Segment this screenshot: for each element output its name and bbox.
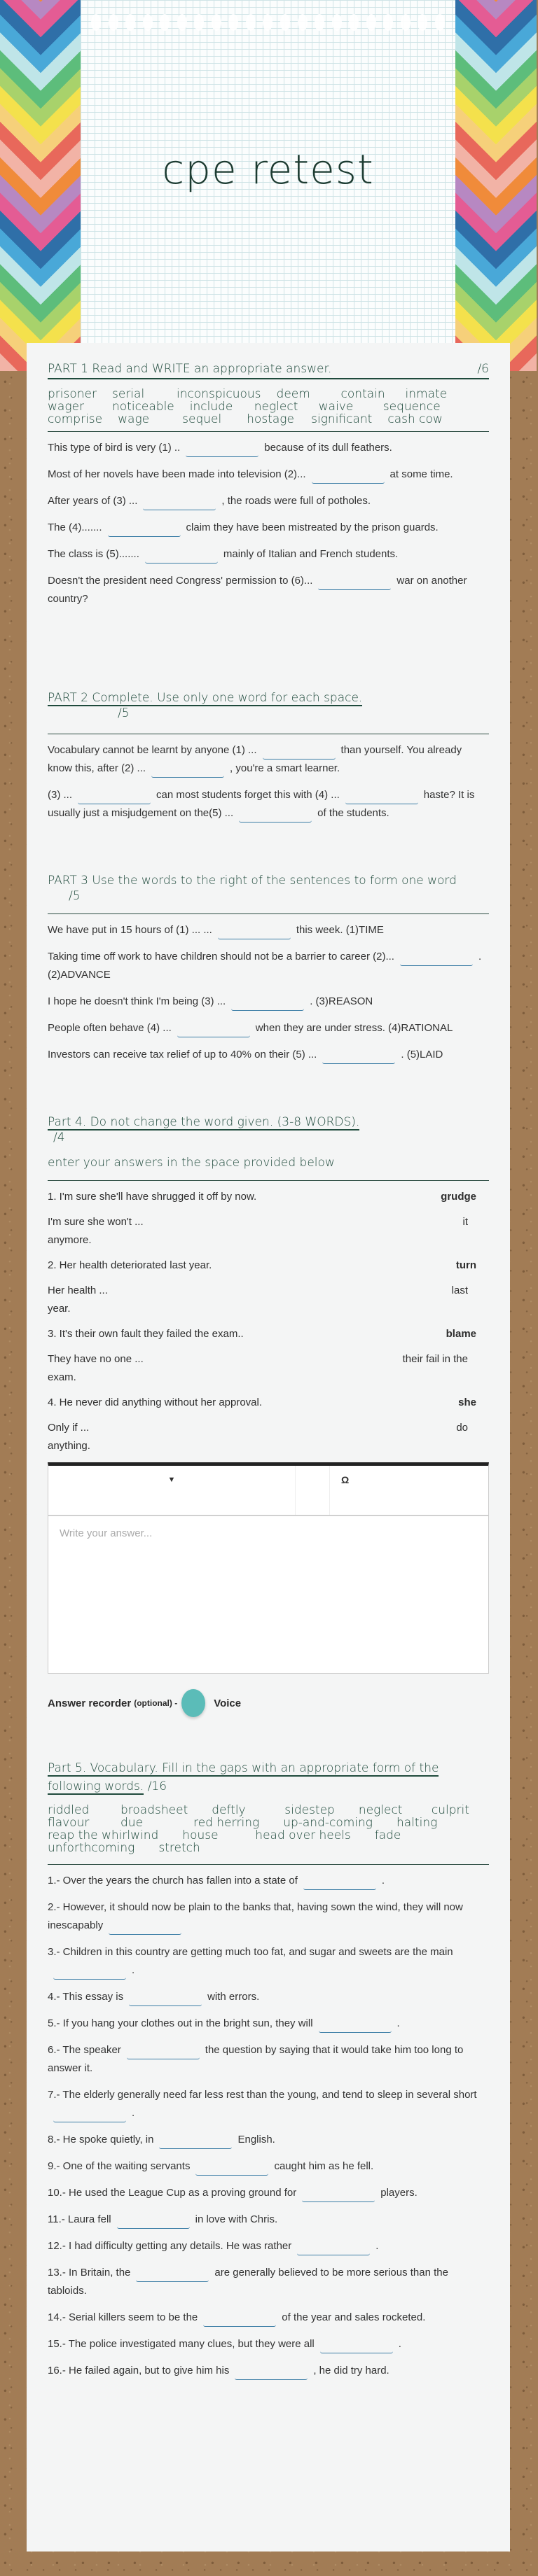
- rewrite-end: do: [456, 1422, 468, 1434]
- sentence-text: 14.- Serial killers seem to be the: [48, 2311, 198, 2323]
- notebook-holes: [91, 14, 445, 32]
- text: than yourself. You already know this, after (2) ...: [48, 744, 462, 774]
- sentence-text: After years of (3) ...: [48, 495, 138, 507]
- word-bank-item: cash cow: [387, 412, 443, 426]
- part1-word-bank: [48, 388, 489, 426]
- part4-score: /4: [53, 1130, 65, 1144]
- part3-heading-text: PART 3 Use the words to the right of the sentences to form one word: [48, 874, 457, 888]
- word-bank-item: unforthcoming: [48, 1841, 135, 1855]
- sentence-text: 2.- However, it should now be plain to the banks that, having sown the wind, they will now inescapably: [48, 1901, 463, 1931]
- divider: [48, 1180, 489, 1181]
- word-bank-item: neglect: [358, 1803, 403, 1817]
- header-banner: [0, 0, 538, 371]
- caret-down-icon: ▼: [167, 1476, 176, 1484]
- sentence-text: with errors.: [207, 1991, 260, 2003]
- word-bank-item: deftly: [212, 1803, 246, 1817]
- part4-instruction: enter your answers in the space provided below: [48, 1156, 335, 1170]
- sentence-text: 6.- The speaker: [48, 2044, 121, 2056]
- sentence-text: at some time.: [389, 468, 453, 480]
- sentence-text: .: [396, 2017, 400, 2029]
- transformation-item: [48, 1325, 489, 1343]
- sentence-text: .: [132, 1964, 135, 1976]
- sentence-text: claim they have been mistreated by the prison guards.: [186, 522, 439, 533]
- answer-recorder: [48, 1689, 489, 1717]
- part5-section: [48, 1759, 489, 2380]
- part5-heading-text: Part 5. Vocabulary. Fill in the gaps with an appropriate form of the following words.: [48, 1761, 439, 1793]
- transformation-item: [48, 1256, 489, 1275]
- part4-heading-text: Part 4. Do not change the word given. (3-8 WORDS).: [48, 1115, 360, 1129]
- text: (3) ...: [48, 789, 73, 801]
- gap-input[interactable]: [109, 1917, 181, 1935]
- sentence-text: 8.- He spoke quietly, in: [48, 2134, 154, 2146]
- sentence: [48, 1943, 489, 1980]
- sentence-text: Investors can receive tax relief of up to 40% on their (5) ...: [48, 1049, 317, 1060]
- gap-input[interactable]: [145, 546, 218, 564]
- sentence-text: 12.- I had difficulty getting any details. He was rather: [48, 2240, 292, 2252]
- sentence: [48, 492, 489, 510]
- sentence-text: .: [381, 1875, 385, 1886]
- part4-section: [48, 1114, 489, 1717]
- word-bank-item: house: [182, 1828, 219, 1842]
- part3-sentences: [48, 921, 489, 1064]
- word-bank-item: halting: [396, 1816, 438, 1830]
- word-bank-item: include: [189, 400, 233, 414]
- sentence-text: , he did try hard.: [313, 2365, 389, 2376]
- gap-input[interactable]: [136, 2264, 209, 2282]
- sentence-text: Taking time off work to have children should not be a barrier to career (2)...: [48, 951, 394, 962]
- sentence: [48, 2237, 489, 2255]
- sentence: [48, 2041, 489, 2078]
- rewrite-continuation: anymore.: [48, 1234, 92, 1246]
- sentence: [48, 2335, 489, 2353]
- sentence: [48, 1898, 489, 1935]
- word-bank-item: wager: [48, 400, 84, 414]
- sentence: [48, 921, 489, 939]
- rewrite-end: it: [462, 1216, 468, 1228]
- rewrite-sentence: [48, 1282, 489, 1318]
- sentence: [48, 519, 489, 537]
- word-bank-item: stretch: [158, 1841, 200, 1855]
- editor-toolbar: [48, 1466, 488, 1516]
- gap-input[interactable]: [302, 2185, 375, 2202]
- sentence-text: 4.- This essay is: [48, 1991, 124, 2003]
- part2-heading: [48, 690, 489, 721]
- gap-input[interactable]: [322, 1046, 395, 1064]
- sentence: [48, 2264, 489, 2300]
- sentence-text: the question by saying that it would take him too long to answer it.: [48, 2044, 464, 2074]
- sentence-text: 10.- He used the League Cup as a proving ground for: [48, 2187, 297, 2199]
- sentence-text: I hope he doesn't think I'm being (3) ...: [48, 995, 226, 1007]
- gap-input-1[interactable]: [263, 742, 336, 760]
- sentence: [48, 2157, 489, 2176]
- divider: [48, 1864, 489, 1865]
- sentence-text: The class is (5).......: [48, 548, 139, 560]
- transformation-item: [48, 1394, 489, 1412]
- part1-heading-text: PART 1 Read and WRITE an appropriate answer.: [48, 362, 332, 376]
- sentence: [48, 572, 489, 608]
- sentence-text: because of its dull feathers.: [264, 442, 392, 454]
- word-bank-item: inmate: [405, 387, 448, 401]
- chevron-pattern-left: [41, 0, 81, 371]
- original-sentence: 2. Her health deteriorated last year.: [48, 1259, 212, 1271]
- part3-section: [48, 873, 489, 1064]
- sentence-text: We have put in 15 hours of (1) ... ...: [48, 924, 212, 936]
- rewrite-start: They have no one ...: [48, 1353, 144, 1365]
- sentence-text: , the roads were full of potholes.: [221, 495, 371, 507]
- sentence: [48, 993, 489, 1011]
- original-sentence: 4. He never did anything without her approval.: [48, 1396, 263, 1408]
- keyword: blame: [446, 1328, 476, 1340]
- voice-label: Voice: [214, 1697, 242, 1709]
- sentence-text: players.: [380, 2187, 418, 2199]
- sentence: [48, 1019, 489, 1037]
- format-dropdown[interactable]: [48, 1466, 296, 1515]
- recorder-optional: (optional) -: [134, 1698, 178, 1708]
- divider: [48, 913, 489, 914]
- sentence: [48, 2362, 489, 2380]
- sentence: [48, 2309, 489, 2327]
- text: of the students.: [317, 807, 389, 819]
- gap-input[interactable]: [108, 519, 181, 537]
- chevron-pattern-right: [496, 0, 537, 371]
- sentence: [48, 545, 489, 564]
- sentence-text: Most of her novels have been made into television (2)...: [48, 468, 306, 480]
- gap-input[interactable]: [231, 993, 304, 1011]
- rewrite-end: their fail in the: [402, 1353, 468, 1365]
- gap-input[interactable]: [319, 2015, 392, 2033]
- sentence-text: mainly of Italian and French students.: [223, 548, 399, 560]
- word-bank-item: sidestep: [284, 1803, 335, 1817]
- rewrite-continuation: anything.: [48, 1440, 90, 1452]
- part1-heading: [48, 361, 489, 379]
- sentence-text: 15.- The police investigated many clues, but they were all: [48, 2338, 315, 2350]
- sentence-text: .: [132, 2107, 135, 2119]
- sentence-text: . (3)REASON: [310, 995, 373, 1007]
- gap-input[interactable]: [312, 466, 385, 484]
- sentence: [48, 2015, 489, 2033]
- word-bank-item: hostage: [247, 412, 294, 426]
- word-bank-item: contain: [340, 387, 385, 401]
- sentence-text: 9.- One of the waiting servants: [48, 2160, 191, 2172]
- sentence: [48, 1988, 489, 2006]
- part2-paragraph-2: [48, 786, 489, 822]
- part3-score: /5: [69, 889, 81, 903]
- sentence-text: caught him as he fell.: [274, 2160, 374, 2172]
- word-bank-item: noticeable: [112, 400, 174, 414]
- sentence-text: of the year and sales rocketed.: [282, 2311, 426, 2323]
- word-bank-item: comprise: [48, 412, 103, 426]
- gap-input-3[interactable]: [78, 787, 151, 804]
- gap-input[interactable]: [297, 2238, 370, 2255]
- sentence-text: war on another country?: [48, 575, 467, 605]
- part2-paragraph-1: [48, 741, 489, 778]
- text: , you're a smart learner.: [230, 762, 340, 774]
- word-bank-item: sequence: [382, 400, 441, 414]
- word-bank-item: due: [120, 1816, 144, 1830]
- worksheet-card: [27, 343, 510, 2552]
- sentence-text: .: [375, 2240, 379, 2252]
- gap-input[interactable]: [320, 2336, 393, 2353]
- sentence: [48, 1046, 489, 1064]
- part5-heading: [48, 1759, 489, 1795]
- gap-input[interactable]: [318, 573, 391, 590]
- word-bank-item: neglect: [254, 400, 298, 414]
- part2-section: [48, 690, 489, 822]
- part5-sentences: [48, 1872, 489, 2380]
- divider: [48, 431, 489, 432]
- word-bank-item: riddled: [48, 1803, 90, 1817]
- word-bank-item: inconspicuous: [177, 387, 261, 401]
- sentence: [48, 1872, 489, 1890]
- sentence: [48, 2211, 489, 2229]
- part5-word-bank: [48, 1804, 489, 1854]
- sentence: [48, 439, 489, 457]
- gap-input[interactable]: [53, 2105, 126, 2122]
- word-bank-item: prisoner: [48, 387, 97, 401]
- sentence-text: 13.- In Britain, the: [48, 2267, 131, 2278]
- sentence-text: English.: [237, 2134, 275, 2146]
- rewrite-line: [48, 1282, 489, 1300]
- word-bank-item: wage: [118, 412, 150, 426]
- special-character-button[interactable]: Ω: [341, 1474, 350, 1485]
- gap-input-4[interactable]: [345, 787, 418, 804]
- sentence: [48, 948, 489, 984]
- sentence-text: People often behave (4) ...: [48, 1022, 172, 1034]
- rewrite-sentence: [48, 1350, 489, 1387]
- rewrite-start: Only if ...: [48, 1422, 90, 1434]
- part5-score: /16: [147, 1779, 167, 1793]
- sentence-text: 16.- He failed again, but to give him his: [48, 2365, 230, 2376]
- sentence-text: 7.- The elderly generally need far less rest than the young, and tend to sleep in several short: [48, 2089, 477, 2101]
- recorder-label: Answer recorder: [48, 1697, 132, 1709]
- rewrite-line: [48, 1350, 489, 1368]
- answer-textarea[interactable]: [48, 1516, 488, 1670]
- word-bank-item: culprit: [431, 1803, 469, 1817]
- part4-items: [48, 1188, 489, 1455]
- gap-input[interactable]: [117, 2211, 190, 2229]
- record-voice-button[interactable]: [181, 1689, 205, 1717]
- gap-input[interactable]: [159, 2132, 232, 2149]
- page-title: cpe retest: [162, 146, 374, 193]
- word-bank-item: significant: [311, 412, 373, 426]
- rewrite-continuation: exam.: [48, 1371, 76, 1383]
- word-bank-item: red herring: [193, 1816, 260, 1830]
- rewrite-line: [48, 1419, 489, 1437]
- rewrite-continuation: year.: [48, 1303, 71, 1315]
- part1-sentences: [48, 439, 489, 608]
- part1-score: /6: [477, 362, 489, 376]
- word-bank-item: sequel: [182, 412, 222, 426]
- toolbar-button[interactable]: [296, 1466, 330, 1515]
- rewrite-end: last: [451, 1284, 468, 1296]
- text: can most students forget this with (4) ...: [156, 789, 340, 801]
- transformation-item: [48, 1188, 489, 1206]
- word-bank-item: broadsheet: [120, 1803, 188, 1817]
- rewrite-sentence: [48, 1419, 489, 1455]
- sentence-text: This type of bird is very (1) ..: [48, 442, 181, 454]
- gap-input[interactable]: [186, 440, 258, 457]
- gap-input[interactable]: [129, 1989, 202, 2006]
- original-sentence: 3. It's their own fault they failed the exam..: [48, 1328, 244, 1340]
- rewrite-start: I'm sure she won't ...: [48, 1216, 144, 1228]
- gap-input[interactable]: [235, 2362, 308, 2380]
- gap-input[interactable]: [218, 922, 291, 939]
- keyword: grudge: [441, 1191, 476, 1203]
- word-bank-item: reap the whirlwind: [48, 1828, 159, 1842]
- word-bank-item: serial: [112, 387, 145, 401]
- original-sentence: 1. I'm sure she'll have shrugged it off by now.: [48, 1191, 257, 1203]
- word-bank-item: flavour: [48, 1816, 90, 1830]
- sentence-text: 5.- If you hang your clothes out in the bright sun, they will: [48, 2017, 313, 2029]
- sentence-text: . (5)LAID: [401, 1049, 443, 1060]
- part2-heading-text: PART 2 Complete. Use only one word for each space.: [48, 691, 363, 705]
- sentence: [48, 2131, 489, 2149]
- part2-score: /5: [118, 706, 130, 720]
- sentence-text: are generally believed to be more serious than the tabloids.: [48, 2267, 448, 2297]
- sentence-text: .: [398, 2338, 401, 2350]
- rewrite-line: [48, 1213, 489, 1231]
- part1-section: [48, 361, 489, 608]
- sentence-text: The (4).......: [48, 522, 102, 533]
- gap-input[interactable]: [127, 2042, 200, 2059]
- rewrite-start: Her health ...: [48, 1284, 108, 1296]
- word-bank-item: up-and-coming: [283, 1816, 373, 1830]
- sentence: [48, 2184, 489, 2202]
- gap-input-2[interactable]: [151, 760, 224, 778]
- gap-input[interactable]: [400, 948, 473, 966]
- sentence-text: 3.- Children in this country are getting much too fat, and sugar and sweets are the main: [48, 1946, 453, 1958]
- gap-input[interactable]: [195, 2158, 268, 2176]
- text: Vocabulary cannot be learnt by anyone (1) ...: [48, 744, 257, 756]
- gap-input[interactable]: [177, 1020, 250, 1037]
- gap-input[interactable]: [303, 1872, 376, 1890]
- sentence-text: Doesn't the president need Congress' permission to (6)...: [48, 575, 313, 587]
- word-bank-item: fade: [374, 1828, 401, 1842]
- text: haste? It is usually just a misjudgement on the(5) ...: [48, 789, 475, 819]
- gap-input[interactable]: [203, 2309, 276, 2327]
- gap-input-5[interactable]: [239, 805, 312, 822]
- chevron-pattern-left: [0, 0, 41, 371]
- part4-heading: [48, 1114, 489, 1145]
- word-bank-item: deem: [276, 387, 310, 401]
- graph-paper: [81, 0, 455, 343]
- sentence-text: 11.- Laura fell: [48, 2213, 111, 2225]
- sentence: [48, 465, 489, 484]
- sentence: [48, 2086, 489, 2122]
- sentence-text: when they are under stress. (4)RATIONAL: [255, 1022, 453, 1034]
- keyword: turn: [455, 1259, 476, 1271]
- part3-heading: [48, 873, 489, 904]
- sentence-text: in love with Chris.: [195, 2213, 278, 2225]
- word-bank-item: waive: [318, 400, 354, 414]
- sentence-text: this week. (1)TIME: [296, 924, 384, 936]
- answer-editor: [48, 1462, 489, 1674]
- sentence-text: . (2)ADVANCE: [48, 951, 482, 981]
- word-bank-item: head over heels: [255, 1828, 351, 1842]
- rewrite-sentence: [48, 1213, 489, 1250]
- keyword: she: [458, 1396, 476, 1408]
- chevron-pattern-right: [455, 0, 496, 371]
- gap-input[interactable]: [53, 1962, 126, 1980]
- gap-input[interactable]: [143, 493, 216, 510]
- sentence-text: 1.- Over the years the church has fallen into a state of: [48, 1875, 298, 1886]
